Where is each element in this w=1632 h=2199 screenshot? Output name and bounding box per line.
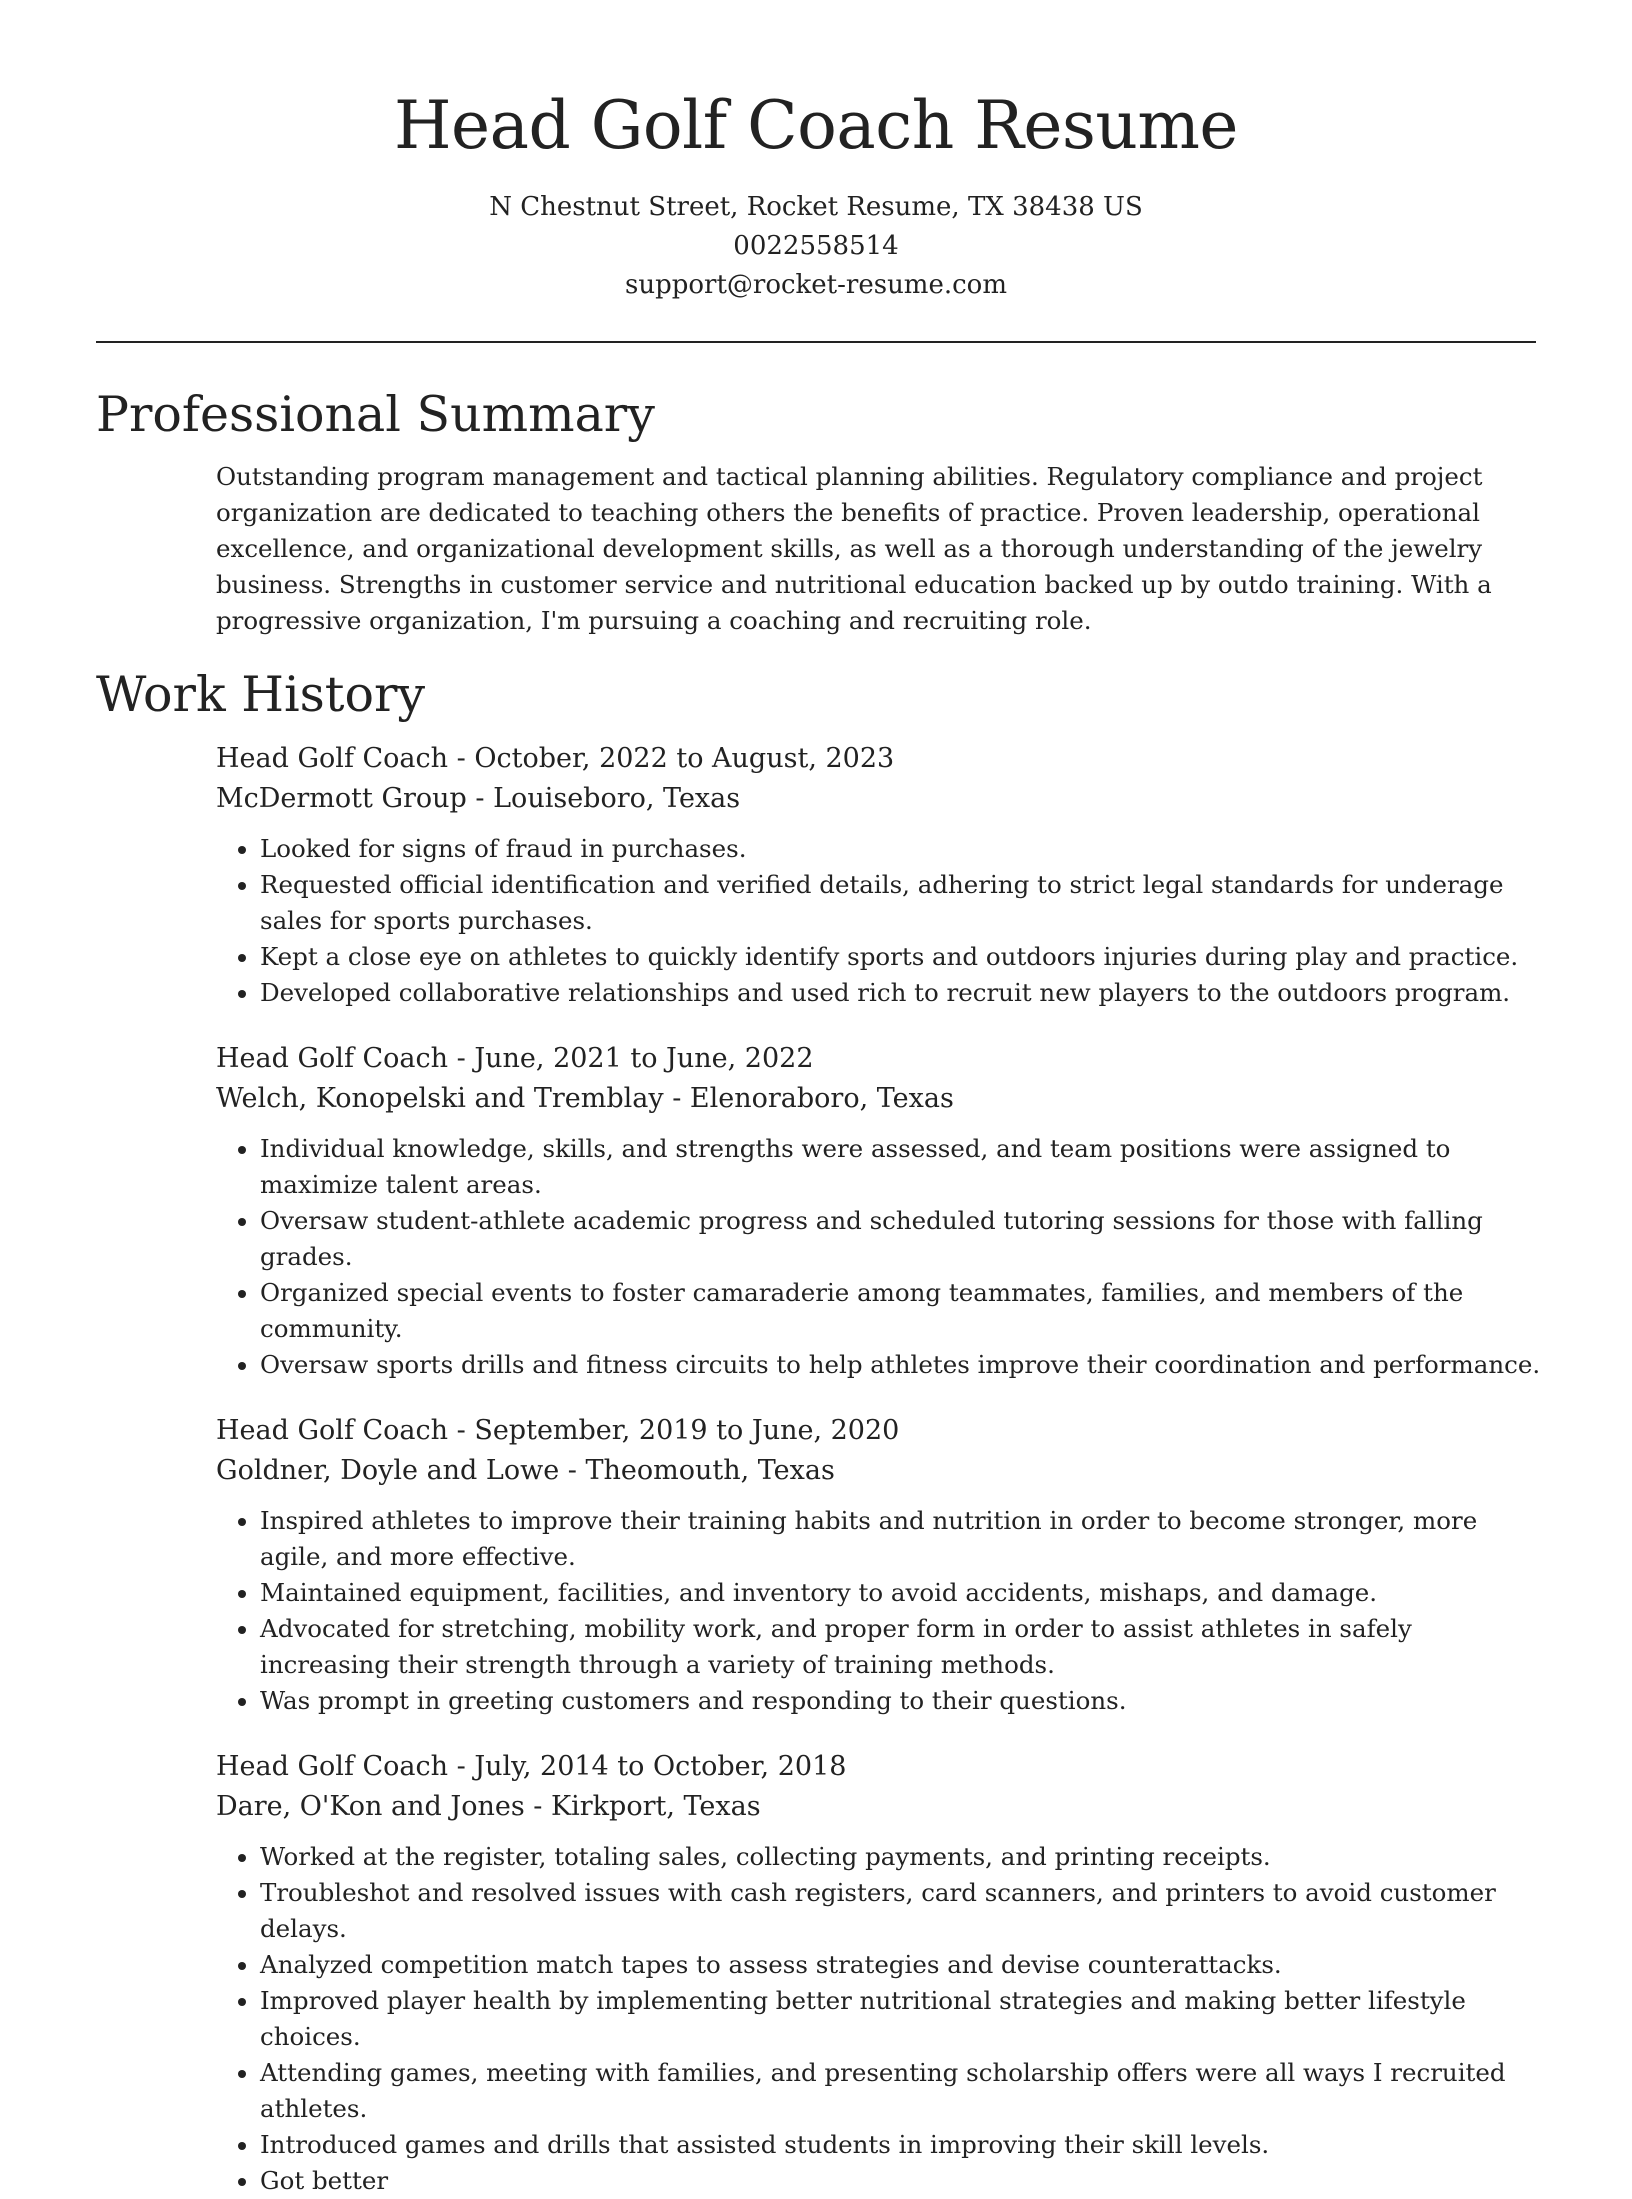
job-title-line: Head Golf Coach - June, 2021 to June, 2022 [216, 1043, 814, 1074]
job-title-line: Head Golf Coach - October, 2022 to August, 2023 [216, 743, 895, 774]
job-company-line: McDermott Group - Louiseboro, Texas [216, 783, 741, 814]
job-entry [216, 1411, 1546, 1719]
job-bullet: • Got better [260, 2163, 1546, 2199]
contact-block [96, 188, 1536, 305]
job-bullet: • Introduced games and drills that assisted students in improving their skill levels. [260, 2127, 1546, 2163]
job-bullet: • Requested official identification and verified details, adhering to strict legal standards for underage sales for sports purchases. [260, 867, 1546, 939]
job-company-line: Dare, O'Kon and Jones - Kirkport, Texas [216, 1791, 761, 1822]
contact-address: N Chestnut Street, Rocket Resume, TX 38438 US [489, 192, 1143, 222]
job-bullet: • Inspired athletes to improve their training habits and nutrition in order to become stronger, more agile, and more effective. [260, 1503, 1546, 1575]
job-bullet: • Oversaw sports drills and fitness circuits to help athletes improve their coordination and performance. [260, 1347, 1546, 1383]
job-bullet: • Troubleshot and resolved issues with cash registers, card scanners, and printers to avoid customer delays. [260, 1875, 1546, 1947]
job-title-line: Head Golf Coach - September, 2019 to June, 2020 [216, 1415, 900, 1446]
resume-page [96, 0, 1541, 2199]
job-bullets [216, 1839, 1546, 2199]
job-bullet: • Worked at the register, totaling sales, collecting payments, and printing receipts. [260, 1839, 1546, 1875]
resume-title: Head Golf Coach Resume [394, 87, 1238, 164]
job-bullet: • Individual knowledge, skills, and strengths were assessed, and team positions were assigned to maximize talent areas. [260, 1131, 1546, 1203]
job-entry [216, 1747, 1546, 2199]
job-bullet: • Improved player health by implementing better nutritional strategies and making better lifestyle choices. [260, 1983, 1546, 2055]
contact-phone: 0022558514 [733, 231, 899, 261]
job-bullet: • Kept a close eye on athletes to quickly identify sports and outdoors injuries during play and practice. [260, 939, 1546, 975]
job-bullets [216, 1131, 1546, 1383]
job-company-line: Goldner, Doyle and Lowe - Theomouth, Texas [216, 1455, 835, 1486]
job-bullets [216, 1503, 1546, 1719]
job-title-line: Head Golf Coach - July, 2014 to October, 2018 [216, 1751, 847, 1782]
job-company-line: Welch, Konopelski and Tremblay - Elenoraboro, Texas [216, 1083, 954, 1114]
job-bullet: • Was prompt in greeting customers and responding to their questions. [260, 1683, 1546, 1719]
work-history-heading: Work History [96, 666, 426, 723]
summary-heading: Professional Summary [96, 386, 655, 443]
job-bullet: • Organized special events to foster camaraderie among teammates, families, and members of the community. [260, 1275, 1546, 1347]
header-divider [96, 341, 1536, 343]
job-bullet: • Attending games, meeting with families, and presenting scholarship offers were all ways I recruited athletes. [260, 2055, 1546, 2127]
job-bullet: • Maintained equipment, facilities, and inventory to avoid accidents, mishaps, and damage. [260, 1575, 1546, 1611]
job-bullet: • Looked for signs of fraud in purchases. [260, 831, 1546, 867]
job-bullet: • Advocated for stretching, mobility work, and proper form in order to assist athletes in safely increasing their strength through a variety of training methods. [260, 1611, 1546, 1683]
contact-email: support@rocket-resume.com [624, 270, 1007, 300]
job-bullet: • Oversaw student-athlete academic progress and scheduled tutoring sessions for those with falling grades. [260, 1203, 1546, 1275]
job-bullet: • Developed collaborative relationships and used rich to recruit new players to the outdoors program. [260, 975, 1546, 1011]
job-bullet: • Analyzed competition match tapes to assess strategies and devise counterattacks. [260, 1947, 1546, 1983]
job-entry [216, 739, 1546, 1011]
job-bullets [216, 831, 1546, 1011]
summary-text: Outstanding program management and tactical planning abilities. Regulatory compliance and project organization are dedicated to teaching others the benefits of practice. Proven leadership, operational excellence, and organizational development skills, as well as a thorough understanding of the jewelry business. Strengths in customer service and nutritional education backed up by outdo training. With a progressive organization, I'm pursuing a coaching and recruiting role. [216, 462, 1492, 635]
resume-header [96, 0, 1536, 305]
job-entry [216, 1039, 1546, 1383]
